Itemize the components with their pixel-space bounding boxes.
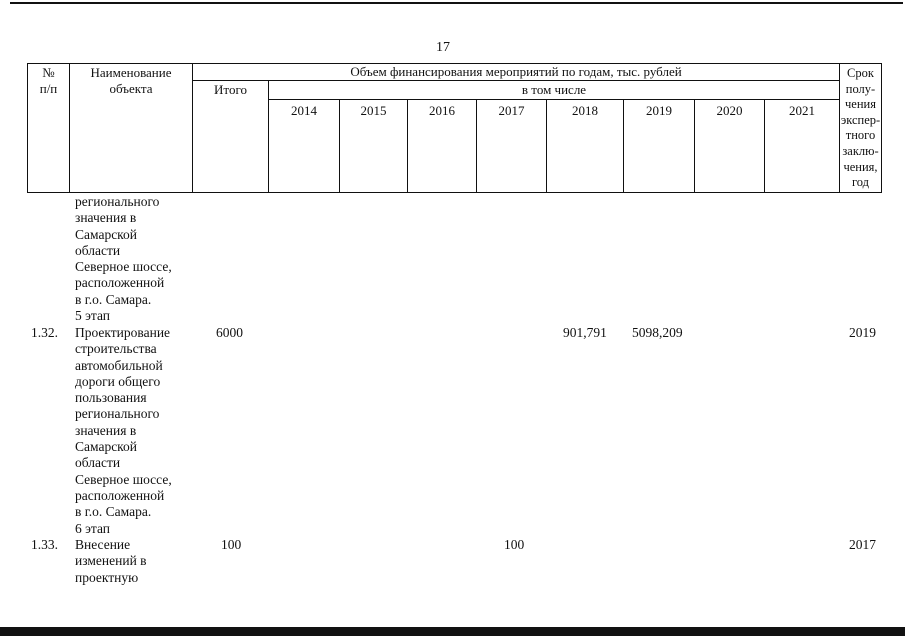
row-value-2017: 100 (504, 537, 525, 552)
name-line: автомобильной (75, 357, 163, 373)
header-deadline-label: Срок полу- чения экспер- тного заклю- чения, год (840, 66, 881, 190)
page-bottom-border (0, 627, 905, 636)
name-line: в г.о. Самара. (75, 504, 152, 520)
header-year-2014: 2014 (291, 103, 317, 118)
header-bottom-border (27, 192, 881, 193)
header-including-label: в том числе (521, 82, 587, 97)
header-funding-title: Объем финансирования мероприятий по годам, тыс. рублей (350, 64, 682, 79)
header-name-label: Наименование объекта (90, 65, 172, 96)
header-year-2019: 2019 (646, 103, 672, 118)
name-line: проектную (75, 569, 139, 585)
name-line: Самарской (75, 226, 138, 242)
name-line: пользования (75, 390, 147, 406)
name-line: регионального (75, 194, 160, 209)
row-name (75, 325, 195, 537)
name-line: в г.о. Самара. (75, 291, 152, 307)
name-line: регионального (75, 406, 160, 422)
name-line: области (75, 455, 121, 471)
name-line: Проектирование (75, 325, 171, 340)
name-line: значения в (75, 210, 137, 226)
row-deadline: 2017 (849, 537, 876, 552)
row-name (75, 537, 195, 586)
header-num-label: № п/п (39, 65, 58, 96)
name-line: строительства (75, 341, 157, 357)
page-top-border (10, 2, 903, 4)
header-year-2018: 2018 (572, 103, 598, 118)
name-line: изменений в (75, 553, 147, 569)
name-line: Северное шоссе, (75, 471, 172, 487)
name-line: дороги общего (75, 373, 161, 389)
name-line: расположенной (75, 487, 165, 503)
row-number: 1.33. (31, 537, 58, 552)
header-year-2016: 2016 (429, 103, 455, 118)
name-line: Самарской (75, 439, 138, 455)
header-col-line (881, 63, 882, 193)
row-value-2019: 5098,209 (632, 325, 683, 340)
name-line: 5 этап (75, 308, 111, 324)
row-number: 1.32. (31, 325, 58, 340)
name-line: расположенной (75, 275, 165, 291)
name-line: значения в (75, 422, 137, 438)
header-year-2015: 2015 (360, 103, 387, 118)
header-year-2017: 2017 (498, 103, 525, 118)
header-year-2020: 2020 (716, 103, 743, 118)
row-total: 6000 (216, 325, 243, 340)
name-line: Северное шоссе, (75, 259, 172, 275)
row-deadline: 2019 (849, 325, 876, 340)
row-total: 100 (221, 537, 242, 552)
header-funding-divider (192, 80, 839, 81)
continuation-name (75, 194, 195, 324)
header-including-divider (268, 99, 839, 100)
name-line: области (75, 242, 121, 258)
header-year-2021: 2021 (789, 103, 815, 118)
name-line: Внесение (75, 537, 131, 552)
page-number: 17 (436, 40, 450, 55)
row-value-2018: 901,791 (563, 325, 607, 340)
name-line: 6 этап (75, 520, 111, 536)
header-total-label: Итого (214, 82, 247, 97)
